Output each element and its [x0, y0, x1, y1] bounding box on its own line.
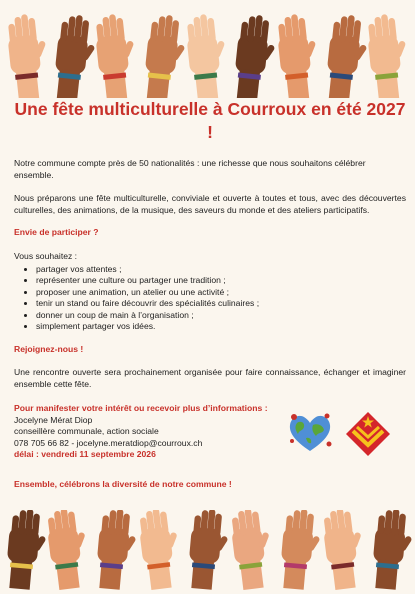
list-item: • tenir un stand ou faire découvrir des spécialités culinaires ; [36, 298, 406, 310]
contact-heading: Pour manifester votre intérêt ou recevoir plus d’informations : [14, 403, 268, 414]
hand-illustration [184, 12, 231, 98]
list-item: • partager vos attentes ; [36, 264, 406, 276]
hand-illustration [324, 13, 371, 98]
emblems [287, 411, 415, 463]
list-item: • simplement partager vos idées. [36, 321, 406, 333]
participate-list [14, 264, 406, 333]
list-item: • représenter une culture ou partager une tradition ; [36, 275, 406, 287]
intro-text: Notre commune compte près de 50 nationalités : une richesse que nous souhaitons célébrer ensemble. [14, 158, 366, 180]
participate-lead: Vous souhaitez : [14, 250, 78, 261]
hand-illustration [321, 510, 368, 591]
hand-illustration [93, 12, 140, 98]
hand-illustration [5, 12, 52, 98]
hand-illustration [275, 12, 322, 98]
list-item: • proposer une animation, un atelier ou une activité ; [36, 287, 406, 299]
contact-phone-email: 078 705 66 82 - jocelyne.meratdiop@courroux.ch [14, 437, 203, 448]
hand-illustration [142, 13, 189, 98]
raised-hands-bottom-illustration [0, 510, 415, 594]
join-heading: Rejoignez-nous ! [14, 343, 84, 354]
hand-illustration [187, 510, 232, 591]
hand-illustration [371, 510, 415, 591]
closing-text: Ensemble, célébrons la diversité de notre commune ! [14, 479, 232, 490]
hand-illustration [5, 510, 50, 591]
courroux-coat-of-arms-icon [345, 411, 391, 457]
hand-illustration [137, 510, 184, 591]
poster-title: Une fête multiculturelle à Courroux en été 2027 ! [14, 99, 406, 142]
raised-hands-top-illustration [0, 0, 415, 98]
hand-illustration [52, 13, 99, 98]
contact-deadline: délai : vendredi 11 septembre 2026 [14, 448, 156, 459]
hand-illustration [232, 13, 279, 98]
hand-illustration [365, 12, 412, 98]
poster-content [14, 98, 406, 491]
hand-illustration [279, 510, 324, 591]
participate-heading: Envie de participer ? [14, 227, 99, 238]
preparation-text: Nous préparons une fête multiculturelle, conviviale et ouverte à toutes et tous, avec des découvertes culturelles, des animations, de la musique, des saveurs du monde et des ateliers participatifs. [14, 193, 406, 215]
globe-heart-icon [287, 411, 333, 455]
contact-block [14, 403, 406, 467]
hand-illustration [45, 510, 92, 591]
join-text: Une rencontre ouverte sera prochainement organisée pour faire connaissance, échanger et imaginer ensemble cette fête. [14, 367, 406, 389]
hand-illustration [229, 510, 276, 591]
contact-name: Jocelyne Mérat Diop [14, 414, 93, 425]
list-item: • donner un coup de main à l’organisation ; [36, 310, 406, 322]
contact-role: conseillère communale, action sociale [14, 426, 159, 437]
hand-illustration [95, 510, 140, 591]
